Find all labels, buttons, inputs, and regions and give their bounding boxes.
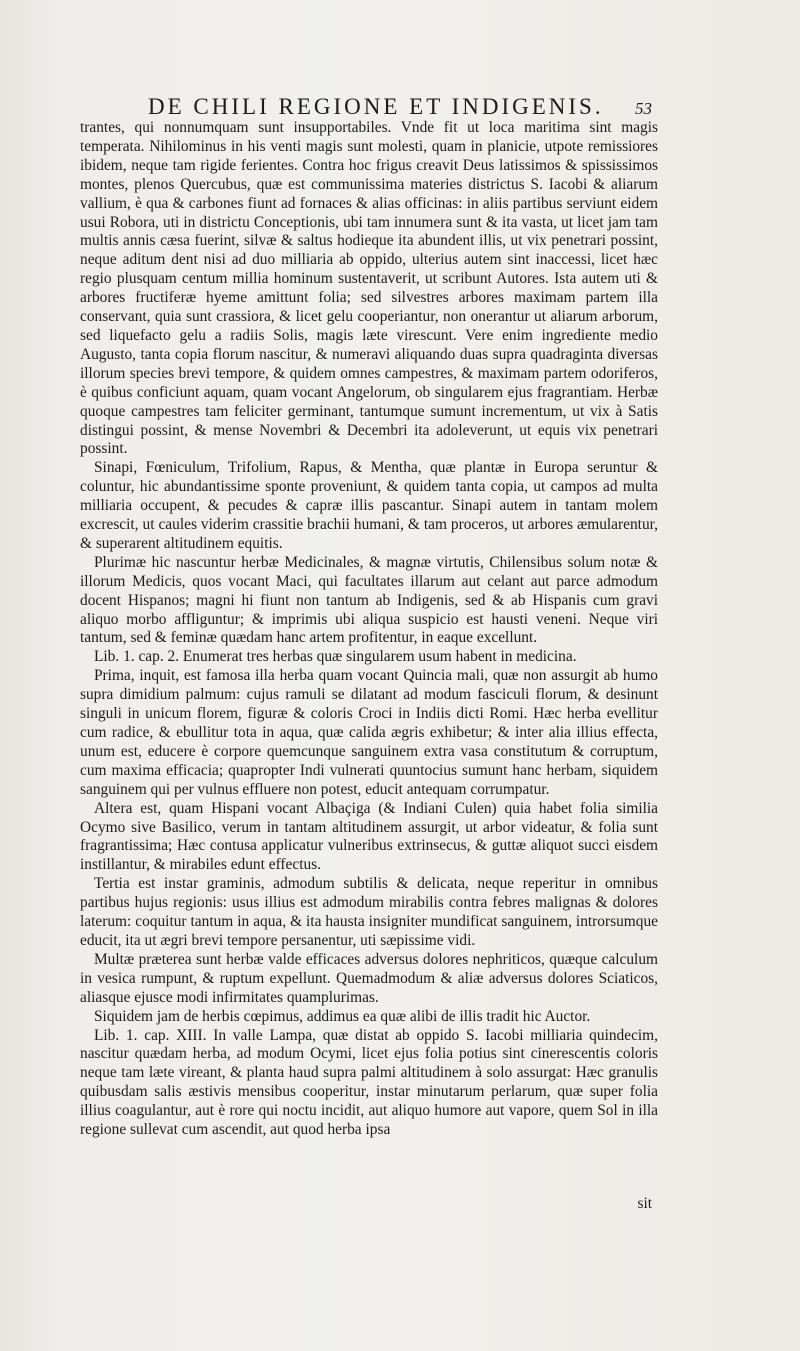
paragraph: Lib. 1. cap. 2. Enumerat tres herbas quæ singularem usum habent in medicina. bbox=[94, 648, 577, 666]
page-number: 53 bbox=[635, 99, 652, 118]
catchword: sit bbox=[637, 1195, 652, 1212]
paragraph: Siquidem jam de herbis cœpimus, addimus ea quæ alibi de illis tradit hic Auctor. bbox=[94, 1007, 591, 1025]
paragraph: Sinapi, Fœniculum, Trifolium, Rapus, & Mentha, quæ plantæ in Europa seruntur & coluntur, hic abundantissime sponte proveniunt, & quidem tanta copia, ut campos ad multa milliaria occupent, & pecudes & capræ illis pascantur. Sinapi autem in tantam molem excrescit, ut caules viderim crassitie brachii humani, & tam proceros, ut arbores æmularentur, & superarent altitudinem equitis. bbox=[80, 459, 658, 552]
paragraph: Altera est, quam Hispani vocant Albaçiga (& Indiani Culen) quia habet folia similia Ocymo sive Basilico, verum in tantam altitudinem assurgit, ut arbor videatur, & folia sunt fragrantissima; Hæc contusa applicatur vulneribus extrinsecus, & guttæ aliquot succi eisdem instillantur, & mirabiles edunt effectus. bbox=[80, 799, 658, 874]
paragraph: Plurimæ hic nascuntur herbæ Medicinales, & magnæ virtutis, Chilensibus solum notæ & illorum Medicis, quos vocant Maci, qui facultates illarum aut celant aut parce admodum docent Hispanos; magni hi fiunt non tantum ab Indigenis, sed & ab Hispanis cum gravi aliquo morbo affliguntur; & imprimis ubi aliqua suspicio est hausti veneni. Neque viri tantum, sed & feminæ quædam hanc artem profitentur, in eaque excellunt. bbox=[80, 553, 658, 647]
paragraph: Tertia est instar graminis, admodum subtilis & delicata, neque reperitur in omnibus partibus hujus regionis: usus illius est admodum mirabilis contra febres malignas & dolores laterum: coquitur tantum in aqua, & ita hausta insigniter mundificat sanguinem, introrsumque educit, ita ut ægri brevi tempore persanentur, uti sæpissime vidi. bbox=[80, 875, 658, 949]
paragraph: Multæ præterea sunt herbæ valde efficaces adversus dolores nephriticos, quæque calculum in vesica rumpunt, & ruptum expellunt. Quemadmodum & aliæ adversus dolores Sciaticos, aliasque ejusce modi infirmitates quamplurimas. bbox=[80, 950, 658, 1006]
paragraph: Prima, inquit, est famosa illa herba quam vocant Quincia mali, quæ non assurgit ab humo supra dimidium palmum: cujus ramuli se dilatant ad modum fasciculi florum, & desinunt singuli in unicum florem, figuræ & coloris Croci in Indiis dicti Romi. Hæc herba evellitur cum radice, & ebullitur tota in aqua, quæ calida ægris exhibetur; & inter alia illius effecta, unum est, educere è corpore quemcunque sanguinem extra vasa constitutum & corruptum, cum maxima efficacia; quapropter Indi vulnerati quuntocius sumunt hanc herbam, siquidem sanguinem qui per vulnus effluere non potest, educit antequam corrumpatur. bbox=[80, 667, 658, 798]
page-header bbox=[148, 94, 652, 120]
running-head: DE CHILI REGIONE ET INDIGENIS. bbox=[148, 94, 604, 119]
body-text bbox=[80, 119, 658, 1140]
paragraph: trantes, qui nonnumquam sunt insupportabiles. Vnde fit ut loca maritima sint magis temperata. Nihilominus in his venti magis sunt molesti, quam in planicie, utpote remissiores ibidem, neque tam rigide ferientes. Contra hoc frigus creavit Deus latissimos & spississimos montes, plenos Quercubus, quæ est communissima materies districtus S. Iacobi & aliarum vallium, è qua & carbones fiunt ad fornaces & alias officinas: in aliis partibus serviunt eidem usui Robora, uti in districtu Conceptionis, ubi tam innumera sunt & ita vasta, ut licet jam tam multis annis cæsa fuerint, silvæ & saltus hodieque ita abundent illis, ut vix penetrari possint, neque aditum dent nisi ad duo milliaria ab oppido, ulterius autem sint inaccessi, licet hæc regio plusquam centum millia hominum sustentaverit, ut scribunt Autores. Ista autem uti & arbores fructiferæ hyeme amittunt folia; sed silvestres arbores maximam partem illa conservant, quia sunt crassiora, & licet gelu cooperiantur, non onerantur ut aliarum arborum, sed liquefacto gelu a radiis Solis, magis læte virescunt. Vere enim ingrediente medio Augusto, tanta copia florum nascitur, & numeravi aliquando duas supra quadraginta diversas illorum species brevi tempore, & quidem omnes campestres, & maximam partem odoriferos, è quibus conficiunt aquam, quam vocant Angelorum, ob singularem ejus fragrantiam. Herbæ quoque campestres tam feliciter germinant, tantumque sumunt incrementum, ut vix à Satis distingui possint, & mense Novembri & Decembri ita adoleverunt, ut equis vix penetrari possint. bbox=[80, 119, 658, 458]
paragraph: Lib. 1. cap. XIII. In valle Lampa, quæ distat ab oppido S. Iacobi milliaria quindecim, nascitur quædam herba, ad modum Ocymi, licet ejus folia potius sint cinerescentis coloris neque tam læte vireant, & planta haud supra palmi altitudinem à solo assurgat: Hæc granulis quibusdam salis æstivis mensibus cooperitur, instar minutarum perlarum, quæ super folia illius coagulantur, aut è rore qui noctu incidit, aut aliquo humore aut vapore, quem Sol in illa regione sullevat cum ascendit, aut quod herba ipsa bbox=[80, 1026, 658, 1139]
